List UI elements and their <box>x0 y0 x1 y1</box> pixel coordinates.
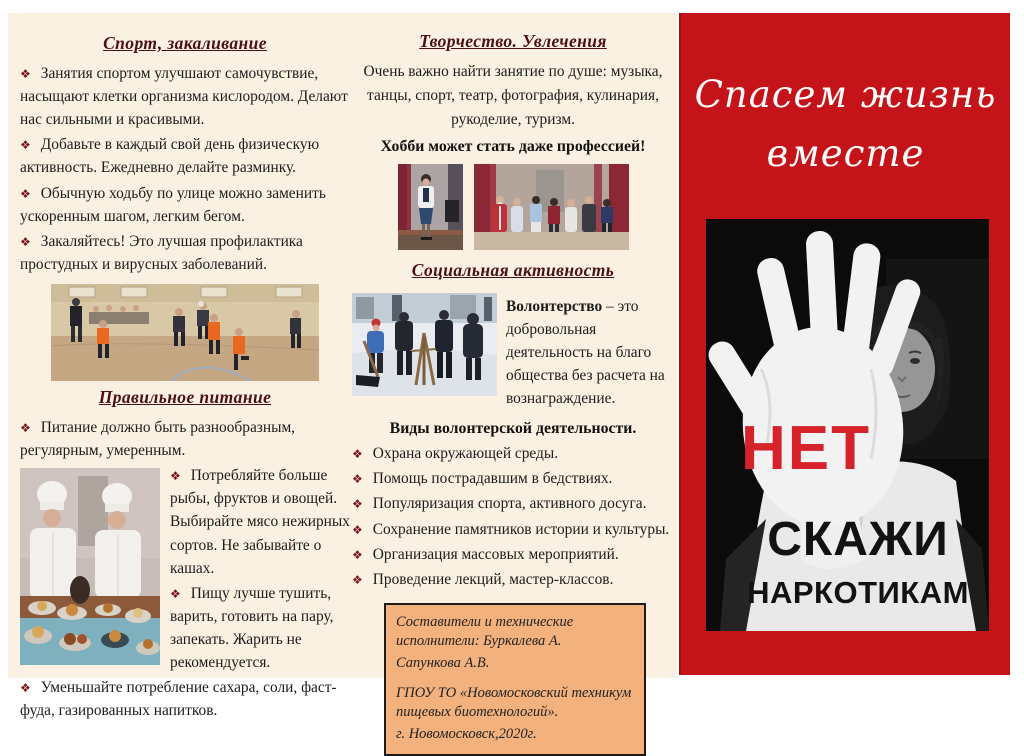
social-heading: Социальная активность <box>411 259 615 280</box>
cooks-photo <box>20 468 160 665</box>
bullet-icon: ❖ <box>352 497 363 512</box>
volunteer-kinds-title: Виды волонтерской деятельности. <box>389 420 637 438</box>
volunteer-section <box>352 289 674 411</box>
credits-institution: ГПОУ ТО «Новомосковский техникум пищевых биотехнологий». <box>396 684 632 721</box>
sport-item-text: Обычную ходьбу по улице можно заменить ускоренным шагом, легким бегом. <box>20 184 326 225</box>
hobby-bold-line: Хобби может стать даже профессией! <box>380 137 646 155</box>
cover-slogan-line2: вместе <box>766 132 925 176</box>
poster-no-text: НЕТ <box>741 414 871 483</box>
poster-say-text: СКАЖИ <box>767 513 949 566</box>
brochure-inner-panels <box>8 13 677 742</box>
column-creative-social <box>352 25 674 756</box>
singer-photo <box>398 164 463 250</box>
volunteer-kind-item <box>352 518 674 541</box>
bullet-icon: ❖ <box>20 186 31 201</box>
nutrition-heading: Правильное питание <box>98 386 272 407</box>
creative-paragraph: Очень важно найти занятие по душе: музыка, танцы, спорт, театр, фотография, кулинария, рукоделие, туризм. <box>363 63 663 128</box>
sport-heading: Спорт, закаливание <box>103 33 267 53</box>
nutrition-item-text: Пищу лучше тушить, варить, готовить на пару, запекать. Жарить не рекомендуется. <box>170 584 334 672</box>
winter-volunteers-photo <box>352 293 497 396</box>
bullet-icon: ❖ <box>170 469 181 484</box>
sports-hall-photo <box>51 284 319 381</box>
say-no-to-drugs-poster <box>706 219 989 631</box>
bullet-icon: ❖ <box>20 67 31 81</box>
nutrition-item-text: Питание должно быть разнообразным, регулярным, умеренным. <box>20 418 296 460</box>
bullet-icon: ❖ <box>20 138 31 153</box>
bullet-icon: ❖ <box>352 522 363 537</box>
volunteer-kind-text: Проведение лекций, мастер-классов. <box>372 570 614 588</box>
bullet-icon: ❖ <box>352 547 363 562</box>
sport-item <box>20 230 350 276</box>
bullet-icon: ❖ <box>20 234 31 249</box>
nutrition-item-text: Уменьшайте потребление сахара, соли, фаст-фуда, газированных напитков. <box>20 679 337 720</box>
sport-item <box>20 133 350 179</box>
sport-item-text: Закаляйтесь! Это лучшая профилактика простудных и вирусных заболеваний. <box>20 232 303 273</box>
credits-author-2: Сапункова А.В. <box>396 654 490 671</box>
nutrition-wrap-section <box>20 464 350 724</box>
bullet-icon: ❖ <box>352 447 363 462</box>
cover-panel <box>679 13 1010 675</box>
sport-item <box>20 182 350 228</box>
volunteer-kind-text: Помощь пострадавшим в бедствиях. <box>372 470 613 488</box>
volunteer-definition-rest: – это добровольная деятельность на благо общества без расчета на вознаграждение. <box>506 297 665 408</box>
volunteer-term: Волонтерство <box>506 297 603 315</box>
bullet-icon: ❖ <box>352 572 363 587</box>
group-performance-photo <box>474 164 629 250</box>
nutrition-item <box>20 676 350 722</box>
nutrition-item <box>20 416 350 462</box>
volunteer-kind-text: Организация массовых мероприятий. <box>372 545 619 563</box>
column-sport-nutrition <box>20 27 350 724</box>
credits-authors: Составители и технические исполнители: Буркалева А. <box>396 613 574 650</box>
volunteer-kind-text: Сохранение памятников истории и культуры. <box>372 520 670 538</box>
creative-heading: Творчество. Увлечения <box>419 31 607 51</box>
bullet-icon: ❖ <box>20 420 31 435</box>
cover-slogan <box>681 65 1010 183</box>
volunteer-kind-item <box>352 543 674 566</box>
volunteer-kind-text: Популяризация спорта, активного досуга. <box>372 495 647 513</box>
bullet-icon: ❖ <box>352 472 363 487</box>
cover-slogan-line1: Спасем жизнь <box>694 73 997 116</box>
nutrition-item-text: Потребляйте больше рыбы, фруктов и овощей. Выбирайте мясо нежирных сортов. Не забывайте о кашах. <box>170 467 350 577</box>
volunteer-kind-item <box>352 492 674 515</box>
credits-box <box>384 603 646 756</box>
volunteer-kind-item <box>352 442 674 465</box>
poster-drugs-text: НАРКОТИКАМ <box>747 575 969 610</box>
volunteer-kind-text: Охрана окружающей среды. <box>372 445 559 463</box>
sport-item <box>20 62 350 131</box>
volunteer-kind-item <box>352 467 674 490</box>
sport-item-text: Занятия спортом улучшают самочувствие, насыщают клетки организма кислородом. Делают нас сильными и красивыми. <box>20 65 348 129</box>
bullet-icon: ❖ <box>20 681 31 696</box>
creative-photos <box>352 164 674 250</box>
volunteer-kind-item <box>352 568 674 591</box>
sport-item-text: Добавьте в каждый свой день физическую активность. Ежедневно делайте разминку. <box>20 136 320 177</box>
bullet-icon: ❖ <box>170 586 181 601</box>
credits-city-year: г. Новомосковск,2020г. <box>396 725 537 742</box>
